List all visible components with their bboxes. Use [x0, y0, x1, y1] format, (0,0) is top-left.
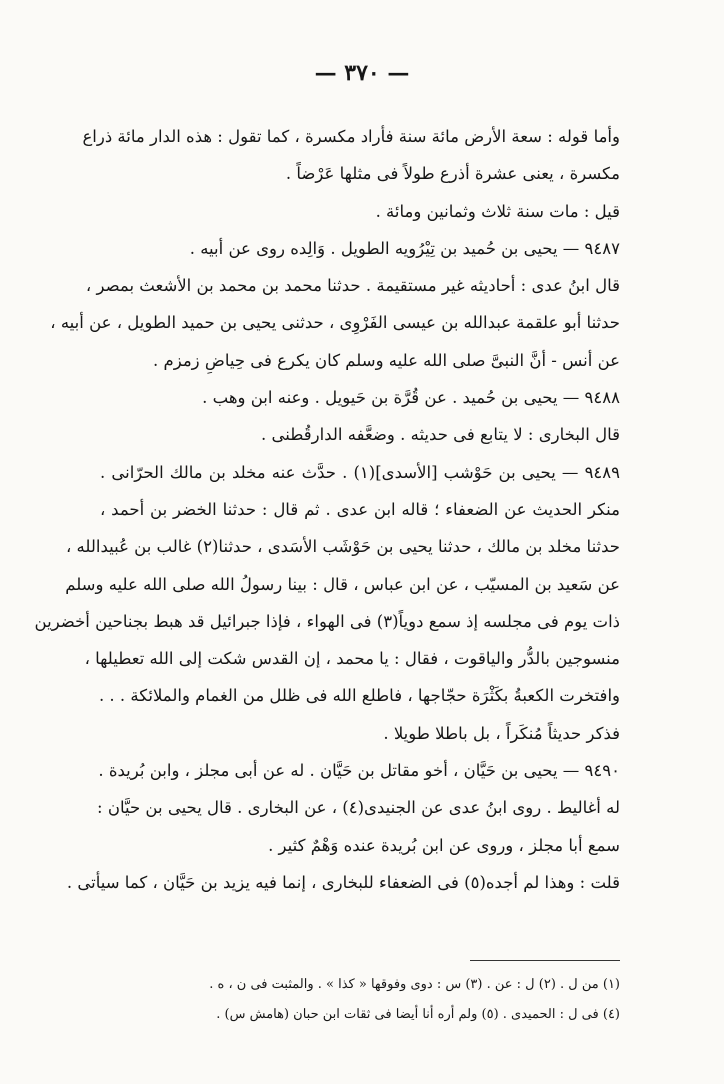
text-line: وافتخرت الكعبةُ بكَثْرَة حجّاجها ، فاطلع الله فى ظلل من الغمام والملائكة . . . [98, 686, 620, 706]
text-line: قلت : وهذا لم أجده(٥) فى الضعفاء للبخارى ، إنما فيه يزيد بن حَيَّان ، كما سيأتى . [66, 872, 620, 892]
footnote-divider [470, 960, 620, 961]
text-line: ٩٤٨٨ — يحيى بن حُميد . عن قُرَّة بن حَيويل . وعنه ابن وهب . [202, 388, 620, 408]
text-line: ٩٤٨٧ — يحيى بن حُميد بن تِيْرُويه الطويل . وَالِده روى عن أبيه . [189, 238, 620, 258]
text-line: منسوجين بالدُّر والياقوت ، فقال : يا محمد ، إن القدس شكت إلى الله تعطيلها ، [84, 649, 620, 669]
text-line: منكر الحديث عن الضعفاء ؛ قاله ابن عدى . ثم قال : حدثنا الخضر بن أحمد ، [100, 499, 620, 519]
text-line: قال البخارى : لا يتابع فى حديثه . وضعَّفه الدارقُطنى . [261, 425, 620, 445]
text-line: مكسرة ، يعنى عشرة أذرع طولاً فى مثلها عَرْضاً . [285, 164, 620, 184]
text-line: له أغاليط . روى ابنُ عدى عن الجنيدى(٤) ، عن البخارى . قال يحيى بن حيَّان : [97, 798, 620, 818]
text-line: حدثنا أبو علقمة عبدالله بن عيسى الفَرْوِى ، حدثنى يحيى بن حميد الطويل ، عن أبيه ، [50, 313, 620, 333]
body-text [34, 118, 621, 901]
text-line: عن أنس - أنَّ النبىَّ صلى الله عليه وسلم كان يكرع فى حِياضِ زمزم . [153, 350, 620, 370]
text-line: عن سَعيد بن المسيّب ، عن ابن عباس ، قال : بينا رسولُ الله صلى الله عليه وسلم [65, 574, 620, 594]
footnotes [100, 970, 620, 1030]
text-line: ٩٤٨٩ — يحيى بن حَوْشب [الأسدى](١) . حدَّث عنه مخلد بن مالك الحرّانى . [100, 462, 621, 482]
text-line: وأما قوله : سعة الأرض مائة سنة فأراد مكسرة ، كما تقول : هذه الدار مائة ذراع [82, 127, 620, 146]
text-line: قال ابنُ عدى : أحاديثه غير مستقيمة . حدثنا محمد بن محمد بن الأشعث بمصر ، [85, 276, 620, 296]
text-line: قيل : مات سنة ثلاث وثمانين ومائة . [375, 201, 620, 221]
page-number: — ٣٧٠ — [314, 60, 410, 86]
text-line: حدثنا مخلد بن مالك ، حدثنا يحيى بن حَوْشَب الأسَدى ، حدثنا(٢) غالب بن عُبيدالله ، [65, 537, 620, 557]
text-line: ذات يوم فى مجلسه إذ سمع دوياً(٣) فى الهواء ، فإذا جبرائيل قد هبط بجناحين أخضرين [34, 611, 620, 631]
text-line: فذكر حديثاً مُنكَراً ، بل باطلا طويلا . [383, 723, 620, 743]
text-line: ٩٤٩٠ — يحيى بن حَيَّان ، أخو مقاتل بن حَيَّان . له عن أبى مجلز ، وابن بُريدة . [98, 761, 620, 781]
footnote-line: (١) من ل . (٢) ل : عن . (٣) س : دوى وفوقها « كذا » . والمثبت فى ن ، ه . [209, 977, 620, 992]
footnote-line: (٤) فى ل : الحميدى . (٥) ولم أره أنا أيضا فى ثقات ابن حبان (هامش س) . [216, 1007, 620, 1022]
text-line: سمع أبا مجلز ، وروى عن ابن بُريدة عنده وَهْمٌ كثير . [268, 835, 620, 855]
